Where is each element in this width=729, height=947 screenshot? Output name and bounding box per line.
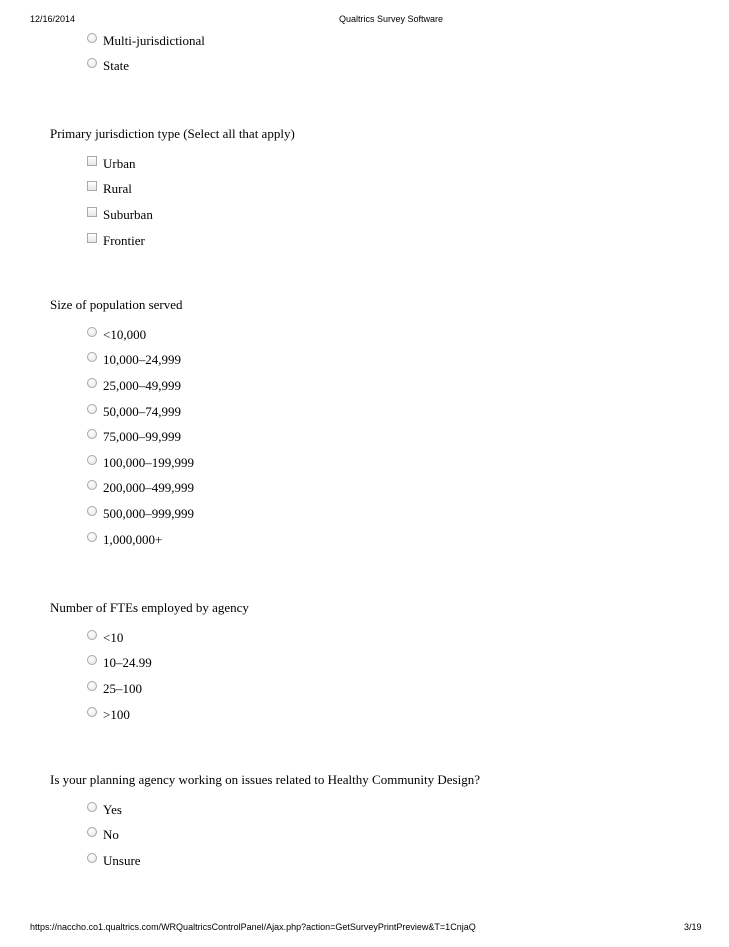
checkbox-icon[interactable] [87, 156, 97, 166]
option-label: Unsure [103, 852, 141, 868]
checkbox-icon[interactable] [87, 181, 97, 191]
question-title: Number of FTEs employed by agency [50, 600, 249, 615]
question-title: Size of population served [50, 297, 183, 312]
radio-button-icon[interactable] [87, 853, 97, 863]
radio-option[interactable] [87, 823, 141, 849]
option-label: <10,000 [103, 326, 147, 342]
radio-option[interactable] [87, 348, 194, 374]
radio-option[interactable] [87, 651, 152, 677]
option-label: Yes [103, 801, 122, 817]
print-title: Qualtrics Survey Software [339, 14, 444, 24]
radio-option[interactable] [87, 322, 194, 348]
radio-option[interactable] [87, 399, 194, 425]
option-label: 500,000–999,999 [103, 505, 194, 521]
option-label: No [103, 827, 119, 843]
option-label: 25–100 [103, 680, 142, 696]
option-label: 100,000–199,999 [103, 454, 194, 470]
option-label: 10–24.99 [103, 655, 152, 671]
checkbox-option[interactable] [87, 202, 153, 228]
option-label: 25,000–49,999 [103, 377, 181, 393]
radio-button-icon[interactable] [87, 681, 97, 691]
radio-button-icon[interactable] [87, 707, 97, 717]
radio-option[interactable] [87, 527, 194, 553]
option-label: Suburban [103, 206, 153, 222]
option-label: >100 [103, 706, 130, 722]
radio-button-icon[interactable] [87, 827, 97, 837]
checkbox-option[interactable] [87, 151, 153, 177]
radio-button-icon[interactable] [87, 532, 97, 542]
option-label: 1,000,000+ [103, 531, 163, 547]
option-label: 50,000–74,999 [103, 403, 181, 419]
radio-option[interactable] [87, 676, 152, 702]
radio-option[interactable] [87, 373, 194, 399]
radio-button-icon[interactable] [87, 506, 97, 516]
option-label: Frontier [103, 232, 145, 248]
option-label: 10,000–24,999 [103, 352, 181, 368]
radio-option[interactable] [87, 424, 194, 450]
radio-button-icon[interactable] [87, 352, 97, 362]
print-date: 12/16/2014 [30, 14, 76, 24]
option-label: Urban [103, 155, 136, 171]
radio-button-icon[interactable] [87, 429, 97, 439]
radio-button-icon[interactable] [87, 327, 97, 337]
option-label: 75,000–99,999 [103, 429, 181, 445]
radio-option[interactable] [87, 625, 152, 651]
radio-button-icon[interactable] [87, 655, 97, 665]
radio-option[interactable] [87, 476, 194, 502]
radio-button-icon[interactable] [87, 630, 97, 640]
radio-button-icon[interactable] [87, 802, 97, 812]
footer-page-number: 3/19 [684, 922, 702, 932]
radio-button-icon[interactable] [87, 58, 97, 68]
radio-button-icon[interactable] [87, 455, 97, 465]
option-label: State [103, 58, 129, 74]
checkbox-icon[interactable] [87, 207, 97, 217]
radio-option[interactable] [87, 28, 205, 54]
radio-option[interactable] [87, 702, 152, 728]
radio-option[interactable] [87, 848, 141, 874]
radio-option[interactable] [87, 450, 194, 476]
option-label: Multi-jurisdictional [103, 32, 205, 48]
radio-option[interactable] [87, 501, 194, 527]
radio-option[interactable] [87, 797, 141, 823]
radio-option[interactable] [87, 54, 205, 80]
option-label: Rural [103, 181, 132, 197]
footer-url: https://naccho.co1.qualtrics.com/WRQualtricsControlPanel/Ajax.php?action=GetSurveyPrintPreview&T=1CnjaQ [30, 922, 476, 932]
checkbox-icon[interactable] [87, 233, 97, 243]
checkbox-option[interactable] [87, 177, 153, 203]
radio-button-icon[interactable] [87, 33, 97, 43]
question-title: Is your planning agency working on issues related to Healthy Community Design? [50, 772, 481, 787]
question-title: Primary jurisdiction type (Select all that apply) [50, 126, 295, 141]
radio-button-icon[interactable] [87, 404, 97, 414]
radio-button-icon[interactable] [87, 378, 97, 388]
option-label: <10 [103, 629, 124, 645]
checkbox-option[interactable] [87, 228, 153, 254]
option-label: 200,000–499,999 [103, 480, 194, 496]
radio-button-icon[interactable] [87, 480, 97, 490]
